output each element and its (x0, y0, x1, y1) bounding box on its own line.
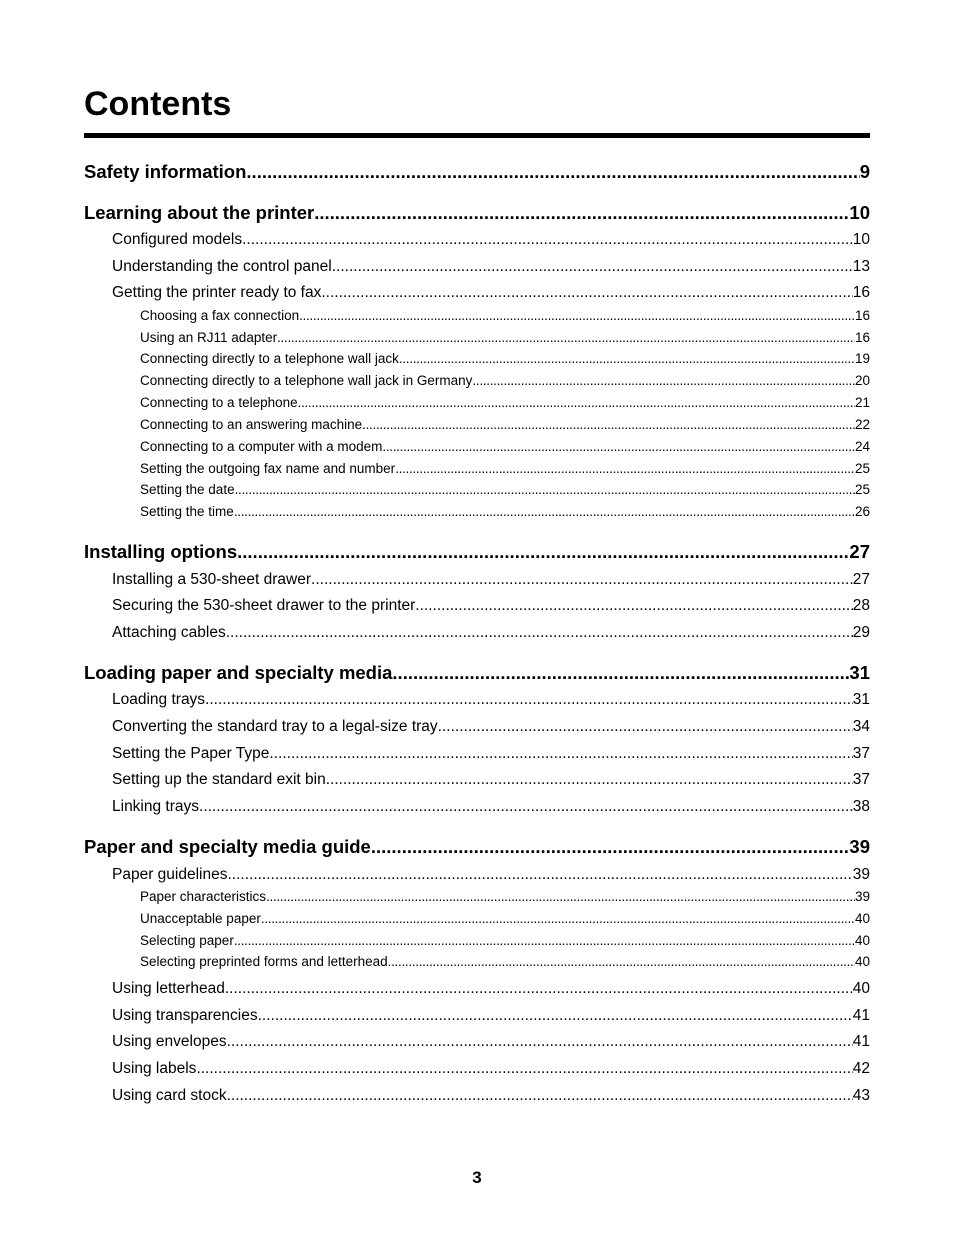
toc-entry-level-3[interactable] (140, 438, 870, 456)
toc-entry-level-2[interactable] (112, 690, 870, 710)
toc-entry-page: 29 (852, 624, 870, 641)
toc-dot-leader (235, 481, 855, 499)
toc-entry-label: Connecting directly to a telephone wall jack in Germany (140, 373, 473, 388)
toc-dot-leader (227, 1032, 853, 1052)
toc-entry-label: Securing the 530-sheet drawer to the printer (112, 597, 416, 614)
toc-entry-page: 27 (849, 541, 870, 562)
toc-entry-label: Selecting paper (140, 933, 234, 948)
toc-entry-level-2[interactable] (112, 770, 870, 790)
toc-entry-page: 41 (852, 1007, 870, 1024)
toc-entry-level-3[interactable] (140, 910, 870, 928)
toc-entry-page: 20 (854, 373, 870, 388)
toc-entry-level-3[interactable] (140, 953, 870, 971)
toc-dot-leader (415, 596, 852, 616)
toc-entry-label: Attaching cables (112, 624, 226, 641)
toc-entry-level-2[interactable] (112, 257, 870, 277)
toc-dot-leader (234, 932, 855, 950)
toc-entry-page: 39 (849, 836, 870, 857)
toc-entry-page: 39 (854, 889, 870, 904)
toc-entry-page: 16 (854, 330, 870, 345)
toc-entry-level-2[interactable] (112, 1032, 870, 1052)
toc-dot-leader (226, 623, 853, 643)
toc-entry-page: 40 (854, 933, 870, 948)
toc-entry-label: Unacceptable paper (140, 911, 261, 926)
toc-dot-leader (395, 460, 855, 478)
toc-dot-leader (311, 570, 853, 590)
toc-entry-page: 21 (854, 395, 870, 410)
toc-entry-page: 16 (854, 308, 870, 323)
toc-dot-leader (326, 770, 853, 790)
toc-entry-page: 10 (849, 202, 870, 223)
toc-dot-leader (258, 1006, 853, 1026)
toc-entry-level-2[interactable] (112, 979, 870, 999)
toc-dot-leader (321, 283, 852, 303)
toc-entry-level-2[interactable] (112, 717, 870, 737)
toc-entry-level-3[interactable] (140, 350, 870, 368)
toc-entry-page: 42 (852, 1060, 870, 1077)
title-rule (84, 133, 870, 138)
toc-dot-leader (246, 160, 859, 184)
toc-entry-label: Choosing a fax connection (140, 308, 300, 323)
toc-entry-label: Paper and specialty media guide (84, 836, 371, 857)
toc-dot-leader (362, 416, 855, 434)
toc-entry-page: 25 (854, 482, 870, 497)
toc-entry-page: 10 (852, 231, 870, 248)
toc-entry-page: 22 (854, 417, 870, 432)
toc-dot-leader (196, 1059, 852, 1079)
toc-entry-page: 25 (854, 461, 870, 476)
toc-entry-level-2[interactable] (112, 797, 870, 817)
toc-entry-label: Using card stock (112, 1087, 227, 1104)
toc-entry-level-1[interactable] (84, 835, 870, 859)
toc-dot-leader (298, 394, 855, 412)
toc-entry-level-2[interactable] (112, 1086, 870, 1106)
toc-entry-page: 13 (852, 258, 870, 275)
toc-entry-label: Paper characteristics (140, 889, 267, 904)
toc-entry-level-2[interactable] (112, 570, 870, 590)
toc-entry-page: 28 (852, 597, 870, 614)
toc-entry-level-3[interactable] (140, 329, 870, 347)
toc-entry-level-1[interactable] (84, 540, 870, 564)
toc-entry-level-1[interactable] (84, 201, 870, 225)
toc-dot-leader (237, 540, 849, 564)
toc-entry-page: 31 (852, 691, 870, 708)
toc-entry-level-3[interactable] (140, 394, 870, 412)
toc-dot-leader (299, 307, 855, 325)
toc-dot-leader (227, 865, 852, 885)
toc-entry-page: 40 (854, 954, 870, 969)
toc-entry-level-3[interactable] (140, 932, 870, 950)
toc-dot-leader (277, 329, 855, 347)
toc-entry-label: Using an RJ11 adapter (140, 330, 278, 345)
toc-entry-page: 19 (854, 351, 870, 366)
toc-dot-leader (472, 372, 855, 390)
toc-entry-label: Getting the printer ready to fax (112, 284, 322, 301)
toc-entry-page: 38 (852, 798, 870, 815)
toc-entry-level-3[interactable] (140, 307, 870, 325)
toc-entry-label: Using transparencies (112, 1007, 258, 1024)
toc-dot-leader (227, 1086, 853, 1106)
toc-entry-page: 43 (852, 1087, 870, 1104)
toc-entry-label: Converting the standard tray to a legal-size tray (112, 718, 438, 735)
toc-dot-leader (266, 888, 855, 906)
toc-entry-level-1[interactable] (84, 661, 870, 685)
toc-entry-label: Safety information (84, 161, 247, 182)
toc-entry-level-3[interactable] (140, 503, 870, 521)
toc-dot-leader (388, 953, 855, 971)
toc-entry-label: Connecting to a computer with a modem (140, 439, 383, 454)
toc-entry-label: Installing options (84, 541, 238, 562)
toc-entry-page: 26 (854, 504, 870, 519)
toc-dot-leader (371, 835, 850, 859)
toc-entry-level-2[interactable] (112, 230, 870, 250)
toc-entry-level-2[interactable] (112, 1006, 870, 1026)
toc-entry-label: Connecting directly to a telephone wall jack (140, 351, 399, 366)
toc-entry-label: Configured models (112, 231, 243, 248)
toc-entry-label: Using labels (112, 1060, 197, 1077)
toc-entry-level-2[interactable] (112, 1059, 870, 1079)
toc-entry-label: Loading trays (112, 691, 206, 708)
toc-entry-level-2[interactable] (112, 596, 870, 616)
toc-dot-leader (269, 744, 852, 764)
toc-entry-page: 27 (852, 571, 870, 588)
toc-entry-page: 16 (852, 284, 870, 301)
toc-dot-leader (242, 230, 853, 250)
toc-entry-level-3[interactable] (140, 416, 870, 434)
toc-dot-leader (205, 690, 853, 710)
toc-entry-label: Setting the outgoing fax name and number (140, 461, 396, 476)
toc-entry-label: Understanding the control panel (112, 258, 332, 275)
toc-entry-level-3[interactable] (140, 460, 870, 478)
toc-entry-level-3[interactable] (140, 888, 870, 906)
toc-entry-label: Loading paper and specialty media (84, 662, 393, 683)
toc-entry-page: 31 (849, 662, 870, 683)
toc-entry-level-2[interactable] (112, 623, 870, 643)
toc-dot-leader (392, 661, 849, 685)
toc-entry-label: Setting up the standard exit bin (112, 771, 326, 788)
toc-entry-page: 9 (859, 161, 870, 182)
toc-entry-level-2[interactable] (112, 744, 870, 764)
toc-entry-label: Connecting to a telephone (140, 395, 298, 410)
toc-entry-label: Connecting to an answering machine (140, 417, 363, 432)
toc-entry-label: Installing a 530-sheet drawer (112, 571, 312, 588)
toc-entry-page: 37 (852, 771, 870, 788)
toc-dot-leader (225, 979, 853, 999)
toc-entry-page: 24 (854, 439, 870, 454)
toc-entry-label: Linking trays (112, 798, 200, 815)
toc-dot-leader (199, 797, 853, 817)
toc-entry-level-2[interactable] (112, 865, 870, 885)
toc-entry-label: Using letterhead (112, 980, 225, 997)
toc-entry-label: Setting the Paper Type (112, 745, 270, 762)
toc-entry-page: 37 (852, 745, 870, 762)
toc-entry-level-2[interactable] (112, 283, 870, 303)
toc-entry-label: Paper guidelines (112, 866, 228, 883)
toc-dot-leader (332, 257, 853, 277)
toc-entry-page: 40 (854, 911, 870, 926)
toc-entry-page: 39 (852, 866, 870, 883)
toc-entry-label: Learning about the printer (84, 202, 315, 223)
toc-entry-level-1[interactable] (84, 160, 870, 184)
toc-entry-label: Selecting preprinted forms and letterhead (140, 954, 388, 969)
toc-entry-level-3[interactable] (140, 372, 870, 390)
toc-dot-leader (438, 717, 853, 737)
toc-entry-page: 41 (852, 1033, 870, 1050)
toc-entry-level-3[interactable] (140, 481, 870, 499)
page-number: 3 (472, 1168, 482, 1187)
toc-entry-label: Using envelopes (112, 1033, 227, 1050)
page-title: Contents (84, 85, 232, 123)
toc-entry-page: 40 (852, 980, 870, 997)
toc-dot-leader (382, 438, 855, 456)
toc-dot-leader (261, 910, 855, 928)
toc-dot-leader (234, 503, 855, 521)
toc-entry-page: 34 (852, 718, 870, 735)
toc-entry-label: Setting the time (140, 504, 234, 519)
toc-dot-leader (314, 201, 849, 225)
toc-dot-leader (399, 350, 855, 368)
toc-entry-label: Setting the date (140, 482, 235, 497)
